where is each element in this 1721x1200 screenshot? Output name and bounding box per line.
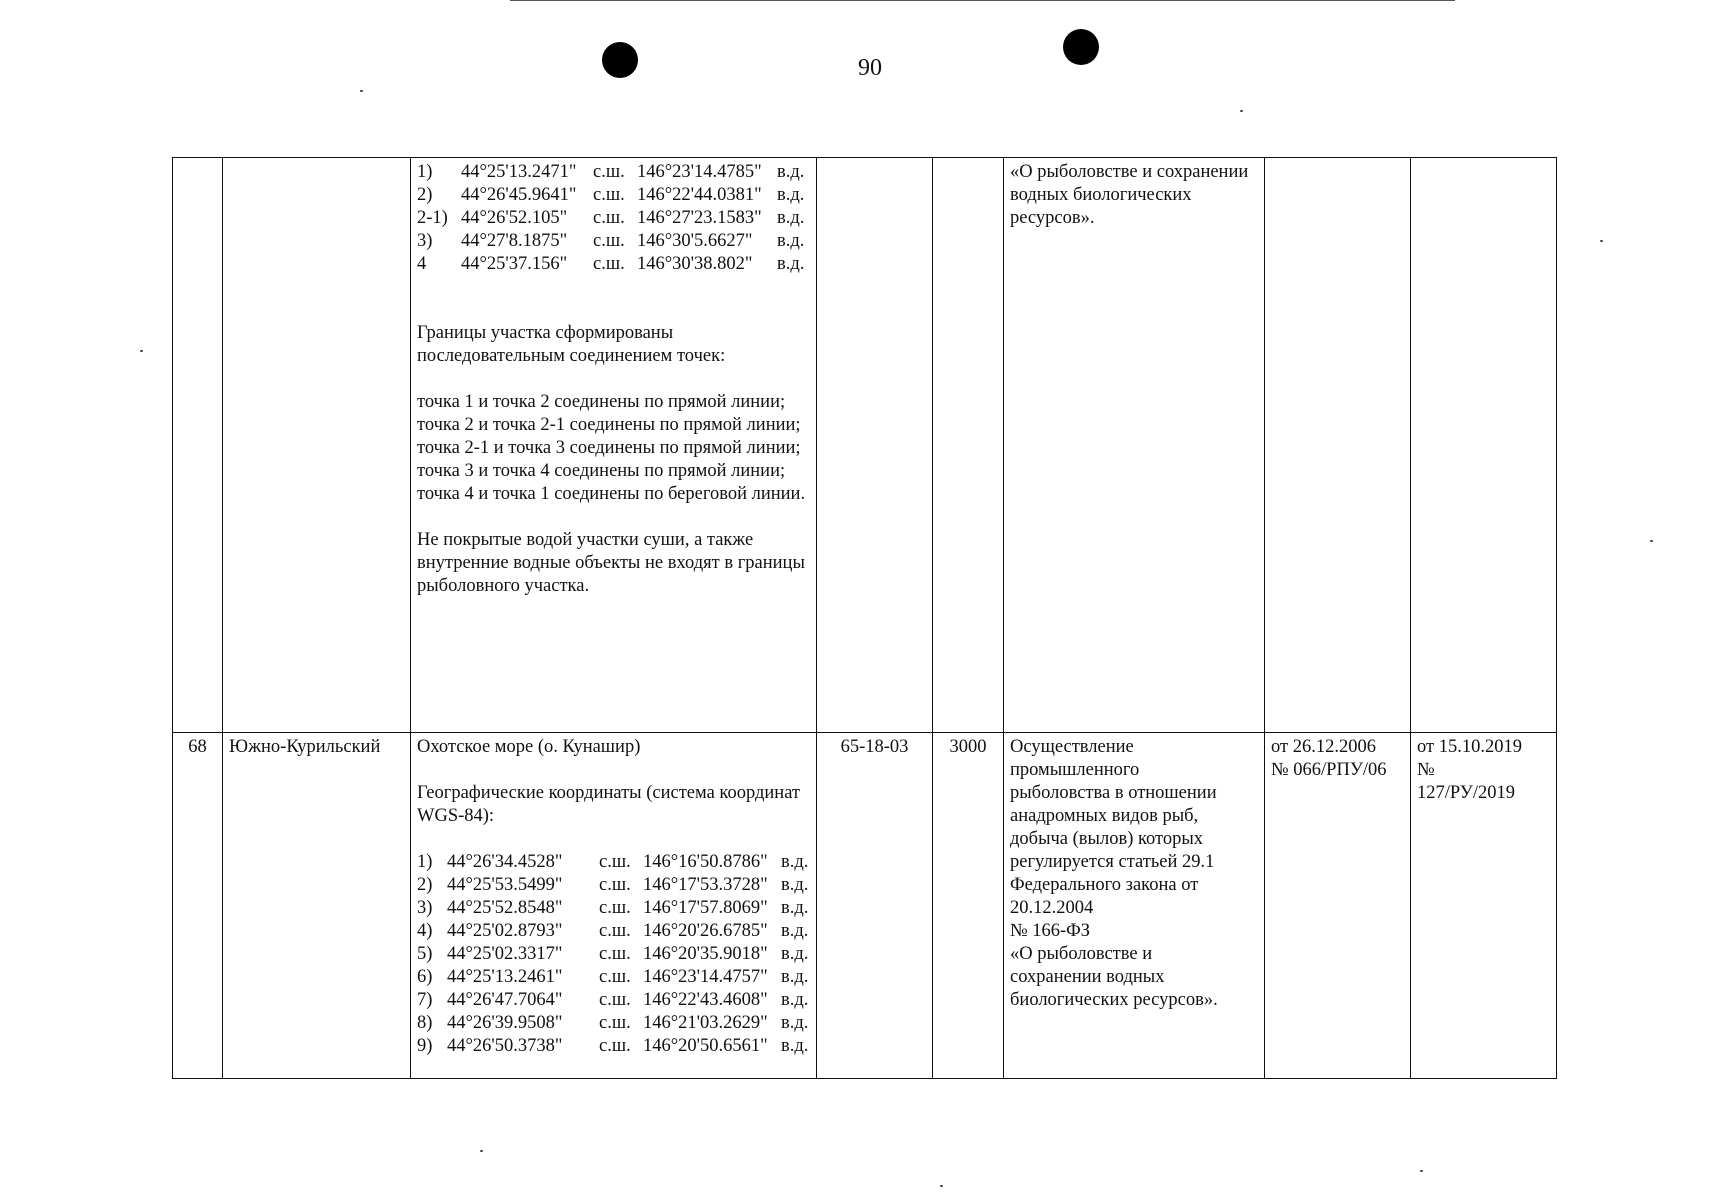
cell-decision-empty xyxy=(1411,158,1557,733)
purpose-line: Федерального закона от xyxy=(1010,874,1199,895)
scan-speck xyxy=(360,90,363,92)
sea-name: Охотское море (о. Кунашир) xyxy=(417,736,641,757)
cell-district-empty xyxy=(223,158,411,733)
punch-hole-left xyxy=(602,42,638,78)
cell-boundaries xyxy=(411,732,817,1078)
cell-agreement xyxy=(1265,732,1411,1078)
punch-hole-right xyxy=(1063,29,1099,65)
cell-code-empty xyxy=(817,158,933,733)
cell-area-empty xyxy=(933,158,1004,733)
table-row-68 xyxy=(173,732,1557,1078)
scan-speck xyxy=(480,1150,483,1152)
coordinate-line: 2) 44°25'53.5499" с.ш. 146°17'53.3728" в.д. xyxy=(417,874,809,895)
boundary-intro: Границы участка сформированы последовательным соединением точек: xyxy=(417,323,726,366)
purpose-line: рыболовства в отношении xyxy=(1010,782,1217,803)
connection-item: точка 2 и точка 2-1 соединены по прямой линии; xyxy=(417,415,801,435)
purpose-line: добыча (вылов) которых xyxy=(1010,828,1204,849)
fishing-areas-table xyxy=(172,157,1557,1079)
table-row-continued xyxy=(173,158,1557,733)
purpose-line: регулируется статьей 29.1 xyxy=(1010,851,1215,872)
decision-date: от 15.10.2019 xyxy=(1417,736,1522,757)
scan-speck xyxy=(1600,240,1603,242)
coordinate-line: 5) 44°25'02.3317" с.ш. 146°20'35.9018" в.д. xyxy=(417,943,809,964)
coordinate-list xyxy=(417,851,810,1058)
coordinate-list xyxy=(417,161,810,276)
purpose-line: биологических ресурсов». xyxy=(1010,989,1218,1010)
connection-item: точка 3 и точка 4 соединены по прямой линии; xyxy=(417,461,786,481)
coordinate-line: 6) 44°25'13.2461" с.ш. 146°23'14.4757" в.д. xyxy=(417,966,809,987)
purpose-line: анадромных видов рыб, xyxy=(1010,805,1199,826)
area-size: 3000 xyxy=(933,732,1004,1078)
coordinate-line: 7) 44°26'47.7064" с.ш. 146°22'43.4608" в.д. xyxy=(417,989,809,1010)
decision-number: 127/РУ/2019 xyxy=(1417,782,1515,803)
cell-purpose-tail: «О рыболовстве и сохранении водных биологических ресурсов». xyxy=(1004,158,1265,733)
coordinate-line: 1) 44°26'34.4528" с.ш. 146°16'50.8786" в.д. xyxy=(417,851,809,872)
coord-system: Географические координаты (система координат WGS-84): xyxy=(417,782,801,826)
purpose-line: Осуществление xyxy=(1010,736,1134,757)
coordinate-line: 4) 44°25'02.8793" с.ш. 146°20'26.6785" в.д. xyxy=(417,920,809,941)
purpose-line: № 166-ФЗ xyxy=(1010,920,1091,941)
coordinate-line: 9) 44°26'50.3738" с.ш. 146°20'50.6561" в.д. xyxy=(417,1035,809,1056)
row-number: 68 xyxy=(173,732,223,1078)
cell-number-empty xyxy=(173,158,223,733)
scan-speck xyxy=(1240,110,1243,112)
district-name: Южно-Курильский xyxy=(223,732,411,1078)
cell-agreement-empty xyxy=(1265,158,1411,733)
coordinate-line: 8) 44°26'39.9508" с.ш. 146°21'03.2629" в.д. xyxy=(417,1012,809,1033)
page-number: 90 xyxy=(858,55,882,81)
coordinate-line: 2-1) 44°26'52.105" с.ш. 146°27'23.1583" в.д. xyxy=(417,208,805,228)
cell-purpose xyxy=(1004,732,1265,1078)
scan-speck xyxy=(1420,1170,1423,1172)
coordinate-line: 2) 44°26'45.9641" с.ш. 146°22'44.0381" в.д. xyxy=(417,185,805,205)
coordinate-line: 4 44°25'37.156" с.ш. 146°30'38.802" в.д. xyxy=(417,254,805,274)
coordinate-line: 3) 44°27'8.1875" с.ш. 146°30'5.6627" в.д. xyxy=(417,231,805,251)
purpose-line: «О рыболовстве и xyxy=(1010,943,1153,964)
coordinate-line: 1) 44°25'13.2471" с.ш. 146°23'14.4785" в.д. xyxy=(417,162,805,182)
cell-boundaries xyxy=(411,158,817,733)
agreement-date: от 26.12.2006 xyxy=(1271,736,1376,757)
connection-item: точка 2-1 и точка 3 соединены по прямой линии; xyxy=(417,438,801,458)
scan-speck xyxy=(940,1185,943,1187)
purpose-line: промышленного xyxy=(1010,759,1140,780)
scan-speck xyxy=(1650,540,1653,542)
exclusion-note: Не покрытые водой участки суши, а также внутренние водные объекты не входят в границы рыболовного участка. xyxy=(417,530,805,596)
connection-item: точка 1 и точка 2 соединены по прямой линии; xyxy=(417,392,786,412)
decision-number-sign: № xyxy=(1417,759,1435,780)
scan-speck xyxy=(140,350,143,352)
area-code: 65-18-03 xyxy=(817,732,933,1078)
purpose-line: сохранении водных xyxy=(1010,966,1165,987)
top-edge-rule xyxy=(510,0,1455,1)
coordinate-line: 3) 44°25'52.8548" с.ш. 146°17'57.8069" в.д. xyxy=(417,897,809,918)
connection-item: точка 4 и точка 1 соединены по береговой линии. xyxy=(417,484,806,504)
purpose-line: 20.12.2004 xyxy=(1010,897,1094,918)
cell-decision xyxy=(1411,732,1557,1078)
agreement-number: № 066/РПУ/06 xyxy=(1271,759,1387,780)
